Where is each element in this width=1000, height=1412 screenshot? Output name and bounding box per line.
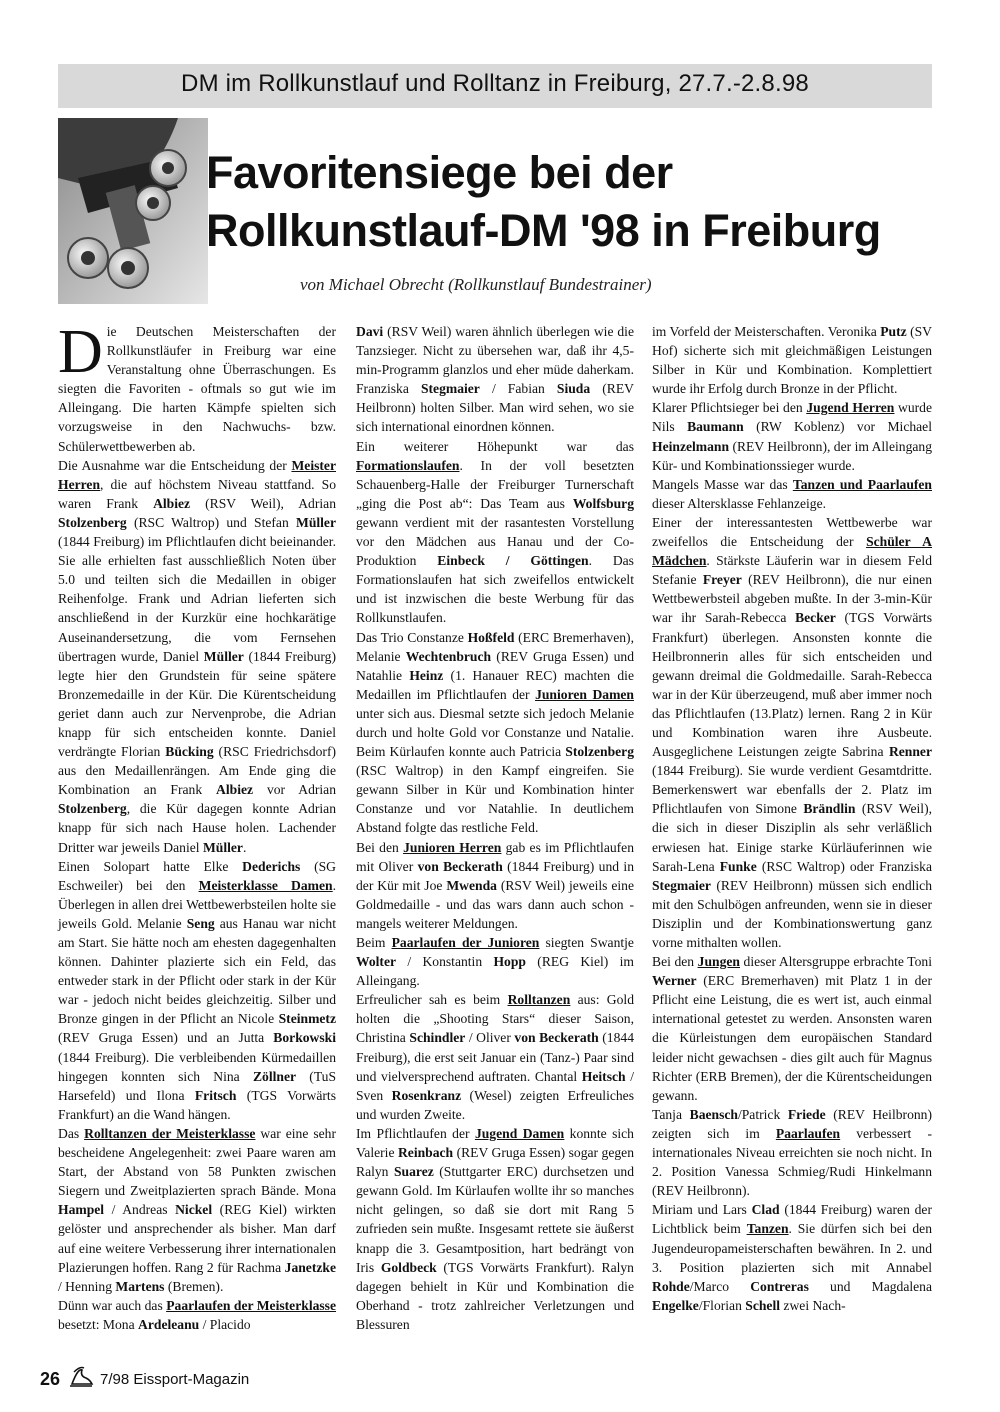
paragraph: Miriam und Lars Clad (1844 Freiburg) waren der Lichtblick beim Tanzen. Sie dürfen sich bei den Jugendeuropameisterschaften bewähren. In 2. und 3. Position plazierten sich mit Annabel Rohde/Marco Contreras und Magdalena Engelke/Florian Schell zwei Nach- — [652, 1202, 933, 1313]
paragraph: Tanja Baensch/Patrick Friede (REV Heilbronn) zeigten sich im Paarlaufen verbessert - internationales Niveau erreichten sie noch nicht. In 2. Position Vanessa Schmieg/Rudi Hinkelmann (REV Heilbronn). — [652, 1106, 932, 1199]
paragraph: Beim Paarlaufen der Junioren siegten Swantje Wolter / Konstantin Hopp (REG Kiel) im Alleingang. — [356, 935, 634, 989]
paragraph: Einen Solopart hatte Elke Dederichs (SG Eschweiler) bei den Meisterklasse Damen. Überlegen in allen drei Wettbewerbsteilen holte sie jeweils Gold. Melanie Seng aus Hanau war nicht am Start. Sie hätte noch am ehesten dagegenhalten können. Dahinter plazierte sich ein Feld, das entweder stark in der Pflicht oder stark in der Kür war - jedoch nicht beides gleichzeitig. Silber und Bronze gingen in der Pflicht an Nicole Steinmetz (REV Gruga Essen) und an Jutta Borkowski (1844 Freiburg). Die verbleibenden Kürmedaillen hingegen konnten sich Nina Zöllner (TuS Harsefeld) und Ilona Fritsch (TGS Vorwärts Frankfurt) an die Wand hängen. — [58, 858, 336, 1122]
paragraph: Klarer Pflichtsieger bei den Jugend Herren wurde Nils Baumann (RW Koblenz) vor Michael Heinzelmann (REV Heilbronn), der im Alleingang Kür- und Kombinationssieger wurde. — [652, 400, 933, 473]
drop-cap: D — [58, 318, 103, 386]
banner-title: DM im Rollkunstlauf und Rolltanz in Freiburg, 27.7.-2.8.98 — [181, 70, 809, 97]
byline: von Michael Obrecht (Rollkunstlauf Bundestrainer) — [300, 275, 652, 294]
category-rolltanzen-meisterklasse: Rolltanzen der Meisterklasse — [84, 1125, 256, 1141]
category-meister-herren: Meister Herren — [58, 457, 336, 492]
paragraph: Davi (RSV Weil) waren ähnlich überlegen wie die Tanzsieger. Nicht zu übersehen war, daß ihr 4,5-min-Programm glanzlos und eher müde daherkam. Franziska Stegmaier / Fabian Siuda (REV Heilbronn) holten Silber. Man wird sehen, wo sie sich international einordnen können. — [356, 324, 634, 435]
paragraph: Das Trio Constanze Hoßfeld (ERC Bremerhaven), Melanie Wechtenbruch (REV Gruga Essen) und Natahlie Heinz (1. Hanauer REC) machten die Medaillen im Pflichtlaufen der Junioren Damen unter sich aus. Diesmal setzte sich jedoch Melanie durch und holte Gold vor Constanze und Natalie. Beim Kürlaufen konnte auch Patricia Stolzenberg (RSC Waltrop) in den Kampf eingreifen. Sie gewann Silber in Kür und Kombination hinter Constanze und vor Natahlie. In deutlichem Abstand folgte das restliche Feld. — [356, 629, 634, 836]
paragraph: im Vorfeld der Meisterschaften. Veronika Putz (SV Hof) sicherte sich mit gleichmäßigen Leistungen Silber in Kür und Kombination. Komplettiert wurde ihr Erfolg durch Bronze in der Pflicht. — [652, 324, 932, 397]
category-paarlaufen-meisterklasse: Paarlaufen der Meisterklasse — [166, 1297, 337, 1313]
title-line-2: Rollkunstlauf-DM '98 in Freiburg — [206, 205, 881, 256]
column-3 — [652, 322, 932, 1315]
page-footer — [40, 1366, 249, 1393]
paragraph: Mangels Masse war das Tanzen und Paarlaufen dieser Altersklasse Fehlanzeige. — [652, 476, 932, 511]
category-jungen: Jungen — [697, 954, 740, 970]
paragraph: Bei den Junioren Herren gab es im Pflichtlaufen mit Oliver von Beckerath (1844 Freiburg) und in der Kür mit Joe Mwenda (RSV Weil) jeweils eine Goldmedaille - und das wars dann auch schon - mangels weiterer Meldungen. — [356, 839, 635, 931]
category-formationslaufen: Formationslaufen — [356, 457, 460, 473]
header-banner — [58, 64, 932, 108]
category-meisterklasse-damen: Meisterklasse Damen — [198, 877, 333, 893]
category-junioren-damen: Junioren Damen — [535, 686, 634, 702]
paragraph: Im Pflichtlaufen der Jugend Damen konnte sich Valerie Reinbach (REV Gruga Essen) sogar gegen Ralyn Suarez (Stuttgarter ERC) durchsetzen und gewann Gold. Im Kürlaufen wollte ihr so manches nicht gelingen, so daß sie dort mit Rang 5 zufrieden sein mußte. Insgesamt rettete sie äußerst knapp die 3. Gesamtposition, hart bedrängt von Iris Goldbeck (TGS Vorwärts Frankfurt). Ralyn dagegen behielt in Kür und Kombination die Oberhand - trotz zahlreicher Verletzungen und Blessuren — [356, 1125, 635, 1332]
category-jugend-damen: Jugend Damen — [474, 1125, 565, 1141]
category-jugend-herren: Jugend Herren — [806, 400, 895, 416]
paragraph: Einer der interessantesten Wettbewerbe war zweifellos die Entscheidung der Schüler A Mädchen. Stärkste Läuferin war in diesem Feld Stefanie Freyer (REV Heilbronn), die nur einen Wettbewerbsteil abgeben mußte. In der 3-min-Kür war ihr Sarah-Rebecca Becker (TGS Vorwärts Frankfurt) überlegen. Ansonsten konnte die Heilbronnerin alles für sich entscheiden und gewann dreimal die Goldmedaille. Sarah-Rebecca war in der Kür überzeugend, muß aber immer noch das Pflichtlaufen (13.Platz) lernen. Rang 2 in Kür und Kombination waren ihre Ausbeute. Ausgeglichene Leistungen zeigte Sabrina Renner (1844 Freiburg). Sie wurde verdient Gesamtdritte. Bemerkenswert war ebenfalls der 2. Platz im Pflichtlaufen von Simone Brändlin (RSV Weil), die sich in dieser Disziplin als sehr verläßlich erwiesen hat. Einige starke Kürläuferinnen wie Sarah-Lena Funke (RSC Waltrop) oder Franziska Stegmaier (REV Heilbronn) müssen sich endlich mit den Schulbögen anfreunden, wenn sie in dieser Disziplin und der Kombinationswertung ganz vorne mithalten wollen. — [652, 514, 933, 950]
roller-skate-photo — [58, 118, 208, 304]
title-line-1: Favoritensiege bei der — [206, 147, 673, 198]
skater-logo-icon — [68, 1366, 94, 1393]
text: ie Deutschen Meisterschaften der Rollkunstläufer in Freiburg war eine Veranstaltung ohne Überraschungen. Es siegten die Favoriten - oftmals so gut wie im Alleingang. Die harten Kämpfe spielten sich vorzugsweise in den Nachwuchs- bzw. Schülerwettbewerben ab. — [58, 324, 336, 454]
category-tanzen-paarlaufen: Tanzen und Paarlaufen — [792, 476, 932, 492]
category-paarlaufen: Paarlaufen — [775, 1125, 841, 1141]
paragraph: Erfreulicher sah es beim Rolltanzen aus: Gold holten die „Shooting Stars“ dieser Saison, Christina Schindler / Oliver von Beckerath (1844 Freiburg), die erst seit Januar ein (Tanz-) Paar sind und vielversprechend auftraten. Chantal Heitsch / Sven Rosenkranz (Wesel) zeigten Erfreuliches und wurden Zweite. — [356, 992, 634, 1122]
paragraph: Bei den Jungen dieser Altersgruppe erbrachte Toni Werner (ERC Bremerhaven) mit Platz 1 in der Pflicht eine Leistung, die es wert ist, auch einmal international getestet zu werden. Ansonsten waren die Kürleistungen dem europäischen Standard leider nicht gewachsen - dies gilt auch für Magnus Richter (ERB Bremen), der die Kürentscheidungen gewann. — [652, 954, 932, 1103]
article-title — [206, 144, 926, 260]
category-tanzen: Tanzen — [746, 1221, 789, 1237]
paragraph: Die Ausnahme war die Entscheidung der Meister Herren, die auf höchstem Niveau stattfand. So waren Frank Albiez (RSV Weil), Adrian Stolzenberg (RSC Waltrop) und Stefan Müller (1844 Freiburg) im Pflichtlaufen dicht beieinander. Sie alle erhielten fast ausschließlich Noten über 5.0 und teilten sich die Medaillen in obiger Reihenfolge. Frank und Adrian lieferten sich anschließend in der Kurzkür eine hochkarätige Auseinandersetzung, die vom Fernsehen übertragen wurde, Daniel Müller (1844 Freiburg) legte hier den Grundstein für seine spätere Bronzemedaille in der Kür. Die Kürentscheidung geriet dann auch zur Nervenprobe, die Adrian knapp für sich entscheiden konnte. Daniel verdrängte Florian Bücking (RSC Friedrichsdorf) aus den Medaillenrängen. Am Ende ging die Kombination an Frank Albiez vor Adrian Stolzenberg, die Kür dagegen konnte Adrian knapp für sich nach Hause holen. Lachender Dritter war jeweils Daniel Müller. — [58, 457, 337, 855]
category-junioren-herren: Junioren Herren — [403, 839, 502, 855]
paragraph: Ein weiterer Höhepunkt war das Formationslaufen. In der voll besetzten Schauenberg-Halle der Freiburger Turnerschaft „ging die Post ab“: Das Team aus Wolfsburg gewann verdient mit der rasantesten Vorstellung vor den Mädchen aus Hanau und der Co-Produktion Einbeck / Göttingen. Das Formationslaufen hat sich zweifellos entwickelt und ist inzwischen die beste Werbung für das Rollkunstlaufen. — [356, 438, 634, 626]
page-number: 26 — [40, 1369, 61, 1389]
category-schueler-a-maedchen: Schüler A Mädchen — [652, 534, 932, 569]
paragraph — [58, 318, 336, 456]
category-paarlaufen-junioren: Paarlaufen der Junioren — [391, 935, 540, 950]
paragraph: Dünn war auch das Paarlaufen der Meisterklasse besetzt: Mona Ardeleanu / Placido — [58, 1297, 337, 1332]
column-2 — [356, 322, 634, 1334]
category-rolltanzen: Rolltanzen — [507, 992, 571, 1008]
paragraph: Das Rolltanzen der Meisterklasse war eine sehr bescheidene Angelegenheit: zwei Paare waren am Start, der Abstand von 58 Punkten zwischen Siegern und Zweitplazierten sprach Bände. Mona Hampel / Andreas Nickel (REG Kiel) wirkten gelöster und ansprechender als bisher. Man darf auf eine weitere Verbesserung ihrer internationalen Plazierungen hoffen. Rang 2 für Rachma Janetzke / Henning Martens (Bremen). — [58, 1125, 336, 1294]
magazine-name: 7/98 Eissport-Magazin — [100, 1371, 250, 1388]
column-1 — [58, 318, 337, 1334]
